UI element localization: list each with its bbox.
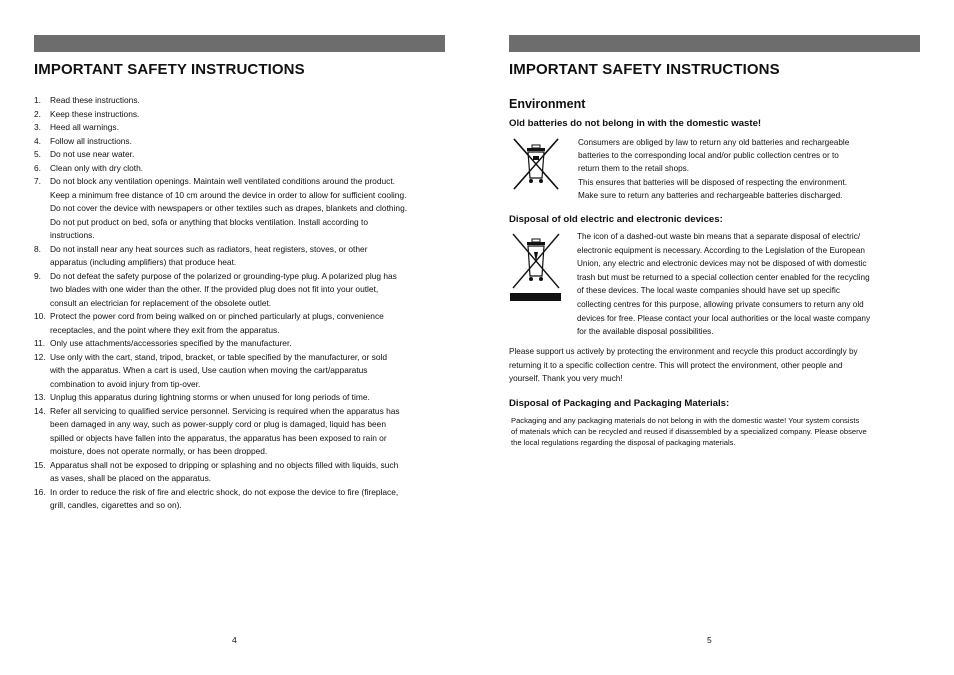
list-item-text: Keep these instructions. (50, 108, 140, 119)
list-item-number: 9. (34, 270, 41, 281)
list-item (34, 459, 444, 473)
text-line: return them to the retail shops. (578, 164, 690, 174)
list-item-text: Do not put product on bed, sofa or anything that blocks ventilation. Install according to (50, 216, 368, 227)
text-line: trash but must be returned to a special collection center enabled for the recycling (577, 272, 870, 282)
list-item-text: Do not defeat the safety purpose of the polarized or grounding-type plug. A polarized plug has (50, 270, 397, 281)
list-item-text: with the apparatus. When a cart is used, Use caution when moving the cart/apparatus (50, 365, 368, 375)
text-line: yourself. Thank you very much! (509, 374, 623, 384)
weee-black-bar (510, 293, 561, 301)
list-item (34, 337, 444, 351)
list-item-number: 10. (34, 311, 46, 321)
list-item (34, 175, 444, 189)
electronics-heading: Disposal of old electric and electronic devices: (509, 214, 723, 225)
list-item-continuation (34, 297, 444, 311)
list-item-continuation (34, 418, 444, 432)
list-item-number: 12. (34, 351, 46, 362)
text-line: for the available disposal possibilities. (577, 327, 714, 337)
safety-instructions-list (34, 94, 444, 513)
list-item-number: 4. (34, 135, 41, 146)
text-line: devices for free. Please contact your local authorities or the local waste company (577, 313, 871, 323)
list-item-continuation (34, 324, 444, 338)
list-item-number: 13. (34, 392, 46, 402)
list-item-number: 7. (34, 176, 41, 186)
list-item-text: been damaged in any way, such as power-supply cord or plug is damaged, liquid has been (50, 419, 386, 429)
list-item-text: apparatus (including amplifiers) that produce heat. (50, 257, 237, 267)
batteries-heading: Old batteries do not belong in with the domestic waste! (509, 118, 762, 129)
text-line: Please support us actively by protecting the environment and recycle this product accordingly by (509, 347, 858, 356)
page-title: IMPORTANT SAFETY INSTRUCTIONS (34, 61, 305, 78)
text-line: batteries to the corresponding local and/or public collection centres or to (578, 151, 839, 161)
list-item-number: 8. (34, 243, 41, 254)
text-line: returning it to a specific collection centre. This will protect the environment, other people and (509, 360, 843, 370)
list-item-number: 1. (34, 95, 41, 105)
electronics-text (577, 230, 870, 339)
text-line: Make sure to return any batteries and rechargeable batteries discharged. (578, 190, 843, 200)
list-item-text: two blades with one wider than the other. If the provided plug does not fit into your outlet, (50, 284, 379, 294)
list-item-text: consult an electrician for replacement of the obsolete outlet. (50, 297, 272, 308)
list-item-text: Do not block any ventilation openings. Maintain well ventilated conditions around the product. (50, 176, 395, 186)
list-item (34, 270, 444, 284)
text-line: electronic equipment is necessary. According to the Legislation of the European (577, 245, 865, 255)
list-item-text: combination to avoid injury from tip-over. (50, 378, 201, 389)
environment-heading: Environment (509, 97, 586, 111)
list-item-text: Do not install near any heat sources such as radiators, heat registers, stoves, or other (50, 243, 368, 254)
list-item-continuation (34, 283, 444, 297)
list-item (34, 121, 444, 135)
list-item-text: Clean only with dry cloth. (50, 162, 144, 173)
list-item-continuation (34, 256, 444, 270)
list-item-text: In order to reduce the risk of fire and electric shock, do not expose the device to fire (fireplace, (50, 486, 399, 497)
list-item-continuation (34, 229, 444, 243)
list-item-text: Only use attachments/accessories specified by the manufacturer. (50, 338, 292, 348)
text-line: This ensures that batteries will be disposed of respecting the environment. (578, 177, 847, 187)
list-item-continuation (34, 432, 444, 446)
list-item-continuation (34, 472, 444, 486)
list-item-continuation (34, 216, 444, 230)
list-item-number: 11. (34, 338, 46, 348)
text-line: the local regulations regarding the disposal of packaging materials. (511, 438, 736, 447)
list-item-continuation (34, 378, 444, 392)
list-item-text: Do not cover the device with newspapers or other textiles such as drapes, blankets and clothing. (50, 203, 408, 213)
list-item-number: 16. (34, 486, 46, 497)
list-item (34, 148, 444, 162)
list-item-number: 15. (34, 459, 46, 470)
list-item-text: Follow all instructions. (50, 135, 132, 146)
list-item-number: 3. (34, 122, 41, 132)
list-item-continuation (34, 202, 444, 216)
packaging-heading: Disposal of Packaging and Packaging Materials: (509, 398, 730, 409)
list-item (34, 162, 444, 176)
list-item-number: 14. (34, 405, 46, 416)
list-item-text: spilled or objects have fallen into the apparatus, the apparatus has been exposed to rain or (50, 432, 387, 443)
list-item (34, 135, 444, 149)
list-item-text: instructions. (50, 230, 95, 240)
right-page (477, 0, 954, 675)
list-item-text: Do not use near water. (50, 149, 135, 159)
list-item-continuation (34, 499, 444, 513)
list-item-text: receptacles, and the point where they exit from the apparatus. (50, 324, 280, 335)
list-item (34, 351, 444, 365)
list-item-text: Keep a minimum free distance of 10 cm around the device in order to allow for sufficient cooling. (50, 189, 407, 200)
list-item (34, 486, 444, 500)
list-item (34, 94, 444, 108)
crossed-bin-icon (510, 136, 562, 192)
list-item-continuation (34, 364, 444, 378)
support-text (509, 345, 858, 386)
list-item (34, 310, 444, 324)
list-item-number: 2. (34, 108, 41, 119)
list-item-text: Use only with the cart, stand, tripod, bracket, or table specified by the manufacturer, or sold (50, 351, 388, 362)
list-item-text: Heed all warnings. (50, 122, 119, 132)
page-title: IMPORTANT SAFETY INSTRUCTIONS (509, 61, 780, 78)
list-item-text: Unplug this apparatus during lightning storms or when unused for long periods of time. (50, 392, 370, 402)
page-number: 5 (707, 635, 712, 645)
list-item (34, 391, 444, 405)
batteries-text (578, 136, 849, 202)
text-line: The icon of a dashed-out waste bin means that a separate disposal of electric/ (577, 232, 861, 241)
text-line: of these devices. The local waste companies should have set up specific (577, 286, 840, 296)
text-line: Union, any electric and electronic devices may not be disposed of with domestic (577, 259, 867, 269)
list-item-number: 6. (34, 162, 41, 173)
packaging-text (511, 415, 867, 448)
list-item-text: Refer all servicing to qualified service personnel. Servicing is required when the apparatus has (50, 405, 400, 416)
list-item-text: Apparatus shall not be exposed to dripping or splashing and no objects filled with liquids, such (50, 459, 399, 470)
text-line: Consumers are obliged by law to return any old batteries and rechargeable (578, 138, 850, 147)
list-item-text: Read these instructions. (50, 95, 140, 105)
list-item (34, 405, 444, 419)
text-line: collecting centres for this purpose, allowing private consumers to return any old (577, 299, 864, 309)
list-item-continuation (34, 189, 444, 203)
list-item-text: grill, candles, cigarettes and so on). (50, 500, 182, 510)
list-item (34, 243, 444, 257)
list-item-text: as vases, shall be placed on the apparatus. (50, 473, 212, 483)
text-line: Packaging and any packaging materials do not belong in with the domestic waste! Your system consists (511, 416, 860, 425)
crossed-bin-icon (510, 232, 562, 290)
list-item-text: Protect the power cord from being walked on or pinched particularly at plugs, convenience (50, 311, 384, 321)
list-item (34, 108, 444, 122)
header-bar (34, 35, 445, 52)
text-line: of materials which can be recycled and reused if disassembled by a specialized company. Please observe (511, 427, 867, 436)
list-item-text: moisture, does not operate normally, or has been dropped. (50, 446, 268, 456)
list-item-continuation (34, 445, 444, 459)
header-bar (509, 35, 920, 52)
list-item-number: 5. (34, 149, 41, 159)
page-number: 4 (232, 635, 237, 645)
